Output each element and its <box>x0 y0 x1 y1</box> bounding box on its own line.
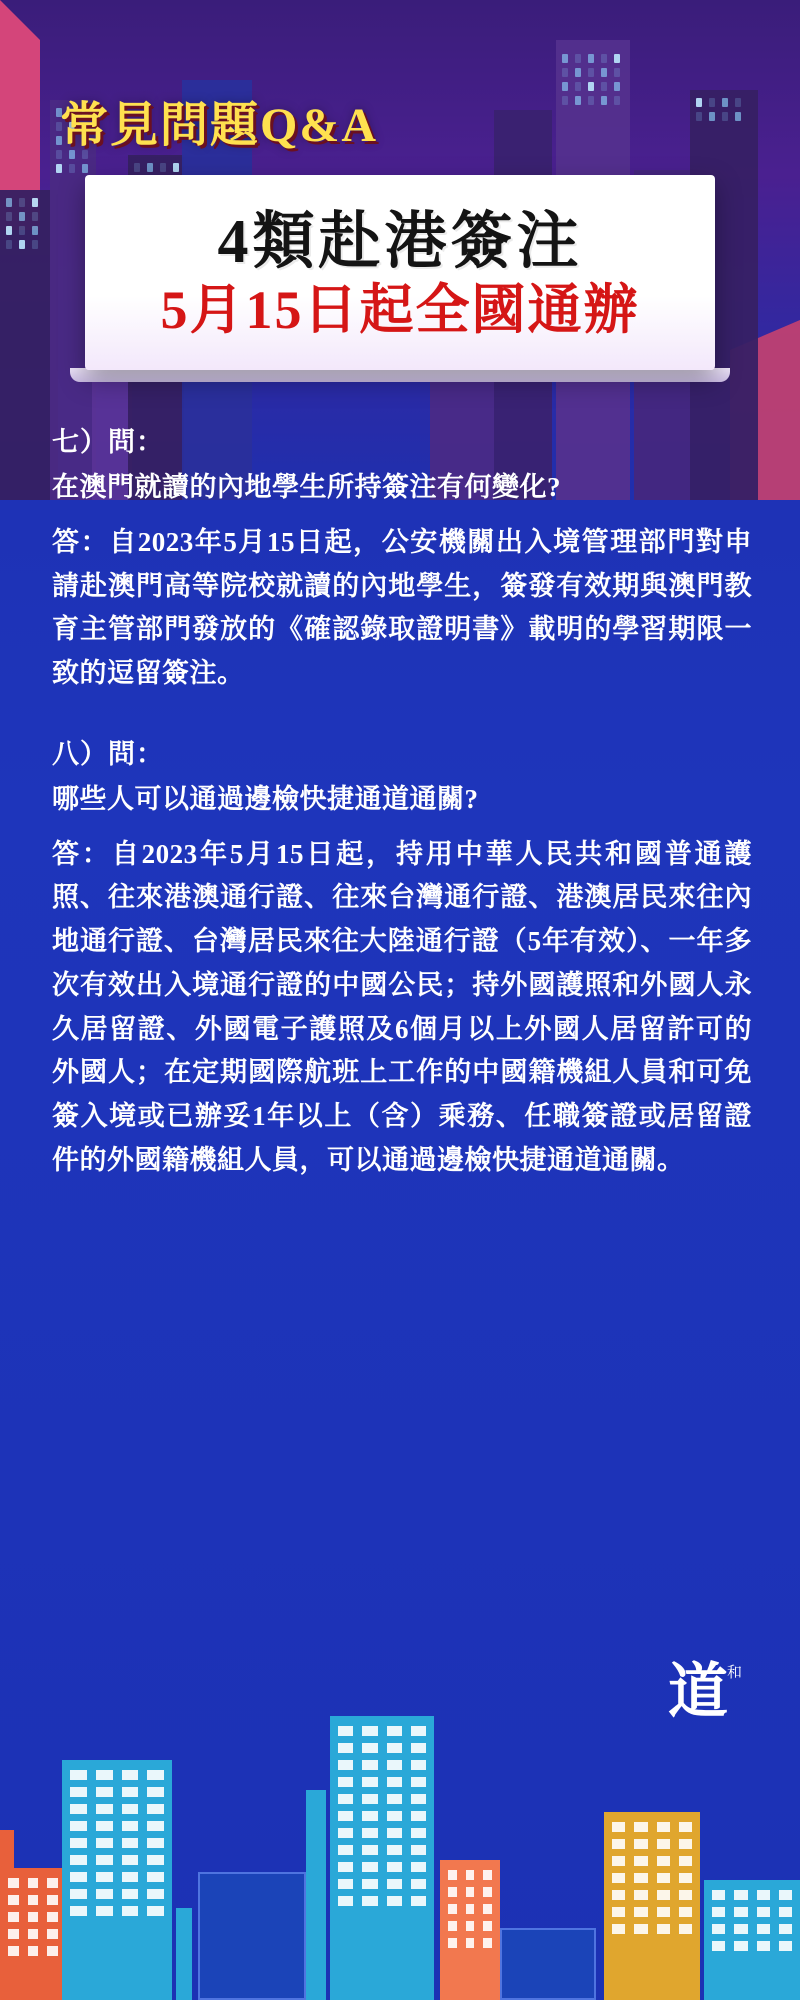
qa-question: 哪些人可以通過邊檢快捷通道通關? <box>52 783 479 814</box>
qa-block-8 <box>52 732 752 1183</box>
page-kicker-title: 常見問題Q&A <box>60 99 378 152</box>
logo-mark: 和 <box>726 1665 742 1681</box>
qa-index-label: 八）問： <box>52 738 164 769</box>
brand-logo <box>668 1659 728 1725</box>
headline-line-1: 4類赴港簽注 <box>217 207 583 276</box>
qa-content <box>52 420 752 1219</box>
logo-glyph: 道 <box>668 1659 728 1725</box>
building-shape <box>306 1790 326 2000</box>
building-shape <box>62 1760 172 2000</box>
building-shape <box>440 1860 500 2000</box>
building-shape <box>704 1880 800 2000</box>
qa-question: 在澳門就讀的內地學生所持簽注有何變化? <box>52 472 561 502</box>
qa-answer: 答：自2023年5月15日起，公安機關出入境管理部門對申請赴澳門高等院校就讀的內地學生，簽發有效期與澳門教育主管部門發放的《確認錄取證明書》載明的學習期限一致的逗留簽注。 <box>52 526 752 689</box>
headline-line-2: 5月15日起全國通辦 <box>160 280 640 340</box>
building-shape <box>500 1928 596 2000</box>
headline-card-shelf <box>70 368 730 382</box>
building-shape <box>0 1868 66 2000</box>
qa-index-label: 七）問： <box>52 427 164 457</box>
building-shape <box>604 1812 700 2000</box>
qa-block-7 <box>52 420 752 696</box>
building-shape <box>198 1872 306 2000</box>
building-shape <box>330 1716 434 2000</box>
headline-card <box>85 175 715 370</box>
building-shape <box>176 1908 192 2000</box>
qa-answer: 答：自2023年5月15日起，持用中華人民共和國普通護照、往來港澳通行證、往來台灣通行證、港澳居民來往內地通行證、台灣居民來往大陸通行證（5年有效）、一年多次有效出入境通行證的中國公民；持外國護照和外國人永久居留證、外國電子護照及6個月以上外國人居留許可的外國人；在定期國際航班上工作的中國籍機組人員和可免簽入境或已辦妥1年以上（含）乘務、任職簽證或居留證件的外國籍機組人員，可以通過邊檢快捷通道通關。 <box>52 838 752 1175</box>
